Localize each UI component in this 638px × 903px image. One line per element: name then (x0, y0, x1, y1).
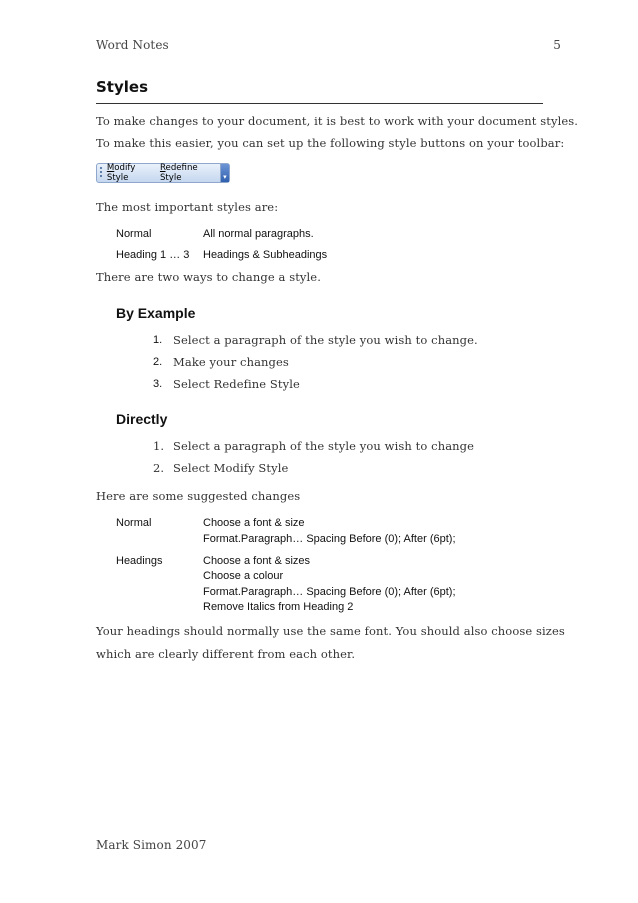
suggested-style-label: Headings (116, 555, 163, 567)
step-number: 2. (153, 461, 165, 475)
important-style-name: Normal (116, 228, 152, 240)
suggested-change: Choose a font & sizes (203, 555, 311, 567)
suggested-change: Choose a colour (203, 570, 284, 582)
style-toolbar (96, 163, 230, 183)
page-number: 5 (553, 38, 561, 52)
running-footer: Mark Simon 2007 (96, 838, 207, 852)
intro-line-1: To make changes to your document, it is best to work with your document styles. (96, 114, 579, 128)
running-header: Word Notes (96, 38, 169, 52)
suggested-change: Remove Italics from Heading 2 (203, 601, 354, 613)
toolbar-grip[interactable] (100, 167, 102, 179)
important-style-desc: All normal paragraphs. (203, 228, 314, 240)
suggested-changes-lead: Here are some suggested changes (96, 489, 301, 503)
closing-line-2: which are clearly different from each other. (96, 647, 356, 661)
closing-line-1: Your headings should normally use the same font. You should also choose sizes (96, 624, 565, 638)
step-number: 2. (153, 356, 163, 368)
toolbar-options-arrow-icon[interactable]: ▾ (220, 164, 229, 182)
suggested-change: Format.Paragraph… Spacing Before (0); After (6pt); (203, 586, 456, 598)
step-number: 1. (153, 439, 165, 453)
step-text: Select Redefine Style (173, 377, 300, 391)
two-ways-text: There are two ways to change a style. (96, 270, 321, 284)
intro-line-2: To make this easier, you can set up the following style buttons on your toolbar: (96, 136, 565, 150)
step-text: Make your changes (173, 355, 289, 369)
suggested-style-label: Normal (116, 517, 152, 529)
redefine-style-button[interactable] (158, 163, 220, 183)
important-styles-lead: The most important styles are: (96, 200, 279, 214)
step-text: Select Modify Style (173, 461, 289, 475)
step-text: Select a paragraph of the style you wish to change (173, 439, 475, 453)
step-number: 1. (153, 334, 163, 346)
important-style-name: Heading 1 … 3 (116, 249, 190, 261)
redefine-style-accesskey: R (159, 163, 166, 173)
modify-style-button[interactable] (105, 163, 158, 183)
title-divider (96, 103, 543, 104)
step-text: Select a paragraph of the style you wish to change. (173, 333, 478, 347)
suggested-change: Choose a font & size (203, 517, 305, 529)
suggested-change: Format.Paragraph… Spacing Before (0); After (6pt); (203, 533, 456, 545)
redefine-style-label: edefine Style (159, 163, 198, 183)
page-title: Styles (96, 78, 148, 96)
by-example-heading: By Example (116, 305, 196, 321)
directly-heading: Directly (116, 411, 168, 427)
modify-style-accesskey: M (106, 163, 115, 173)
modify-style-label: odify Style (106, 163, 136, 183)
important-style-desc: Headings & Subheadings (203, 249, 328, 261)
step-number: 3. (153, 378, 163, 390)
